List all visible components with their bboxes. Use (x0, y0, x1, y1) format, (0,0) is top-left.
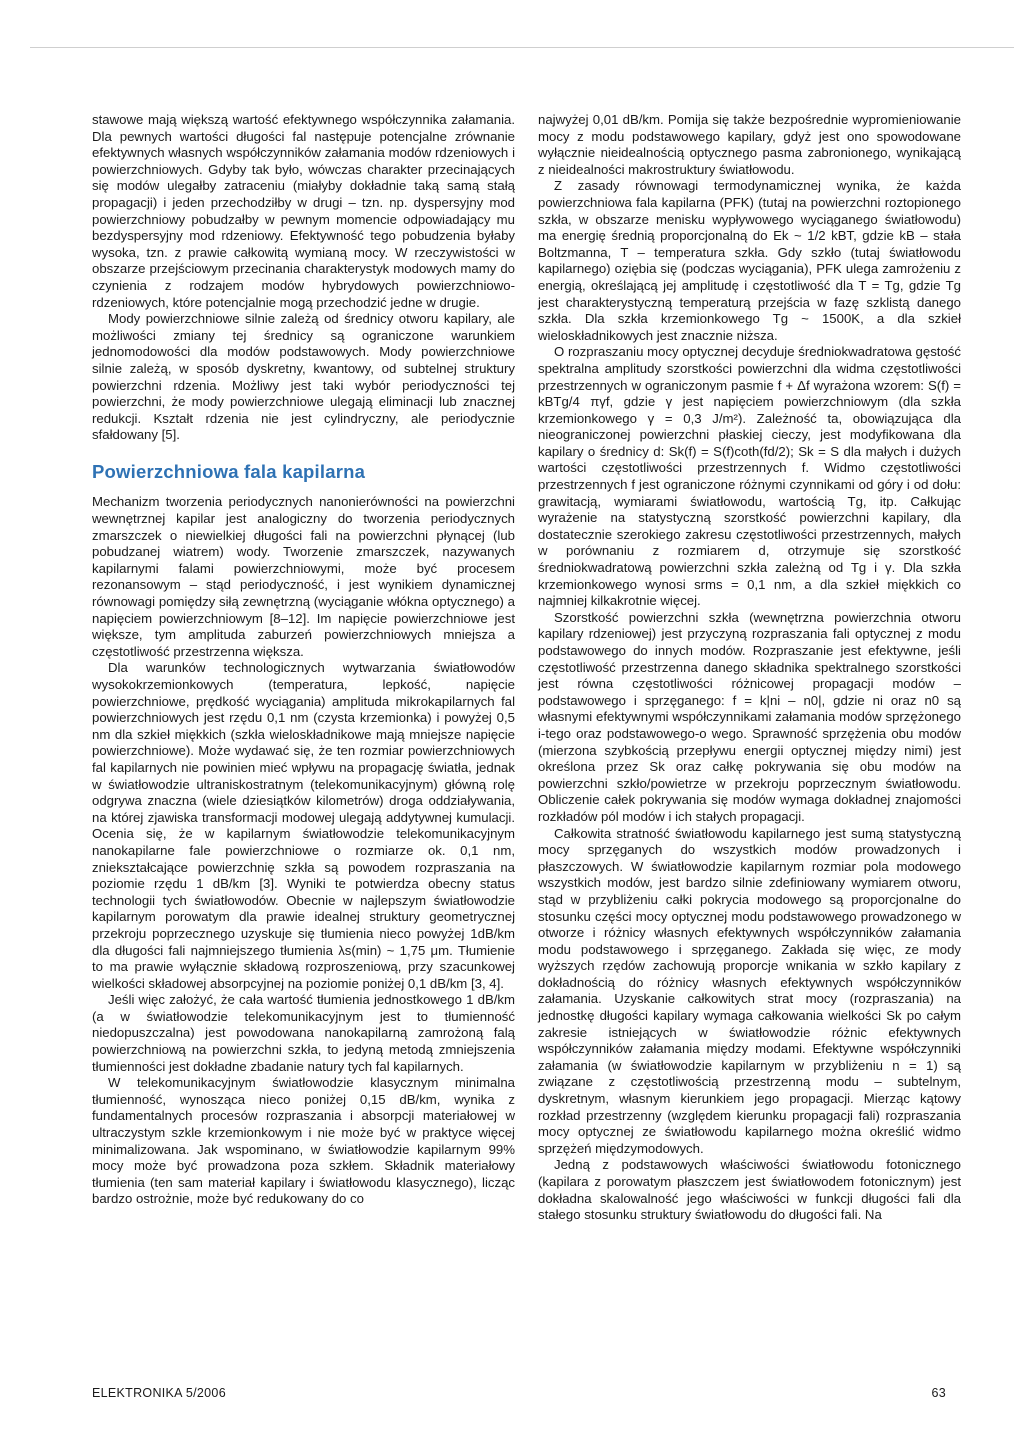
section-heading: Powierzchniowa fala kapilarna (92, 460, 366, 482)
left-paragraph-2: Mody powierzchniowe silnie zależą od średnicy otworu kapilary, ale możliwości zmiany tej średnicy są ograniczone warunkiem jednomodowości dla modów podstawowych. Mody powierzchniowe silnie zależą, w sposób dyskretny, kwantowy, od subtelnej struktury powierzchni rdzenia. Możliwy jest taki wybór periodyczności tej powierzchni, że mody powierzchniowe ulegają eliminacji lub znacznej redukcji. Kształt rdzenia nie jest cylindryczny, ale periodycznie sfałdowany [5]. (92, 311, 515, 443)
footer-page-number: 63 (931, 1386, 946, 1400)
footer-journal: ELEKTRONIKA 5/2006 (92, 1386, 226, 1400)
left-paragraph-4: Dla warunków technologicznych wytwarzania światłowodów wysokokrzemionkowych (temperatura, lepkość, napięcie powierzchniowe, prędkość wyciągania) amplituda mikrokapilarnych fal powierzchniowych jest rzędu 0,1 nm (czysta krzemionka) i powyżej 0,5 nm dla szkieł miękkich (szkła wieloskładnikowe mają mniejsze napięcie powierzchniowe). Może wydawać się, że ten rozmiar powierzchniowych fal kapilarnych nie powinien mieć wpływu na propagację światła, jednak w światłowodzie ultraniskostratnym (telekomunikacyjnym) główną rolę odgrywa znaczna (wiele dziesiątków kilometrów) droga oddziaływania, na której zjawiska transformacji modowej ulegają addytywnej kumulacji. Ocenia się, że w kapilarnym światłowodzie telekomunikacyjnym nanokapilarne fale powierzchniowe o rozmiarze ok. 0,1 nm, zniekształcające powierzchnię szkła są powodem rozpraszania na poziomie rzędu 1 dB/km [3]. Wyniki te potwierdza obecny status technologii tych światłowodów. Obecnie w najlepszym światłowodzie kapilarnym porowatym dla prawie idealnej struktury geometrycznej przekroju poprzecznego uzyskuje się tłumienia nieco powyżej 1dB/km dla długości fali najmniejszego tłumienia λs(min) ~ 1,75 μm. Tłumienie to ma prawie wyłącznie składową rozproszeniową, przy szacunkowej wielkości składowej absorpcyjnej na poziomie poniżej 0,1 dB/km [3, 4]. (92, 660, 515, 991)
right-paragraph-6: Jedną z podstawowych właściwości światłowodu fotonicznego (kapilara z porowatym płaszczem jest światłowodem fotonicznym) jest dokładna skalowalność jego właściwości w funkcji długości fali dla stałego stosunku struktury światłowodu do długości fali. Na (538, 1157, 961, 1223)
right-column (538, 112, 961, 1224)
right-paragraph-4: Szorstkość powierzchni szkła (wewnętrzna powierzchnia otworu kapilary rdzeniowej) jest przyczyną rozpraszania fali optycznej z modu podstawowego do innych modów. Rozpraszanie jest efektywne, jeśli częstotliwość przestrzenna danego składnika spektralnego szorstkości jest równa częstotliwości różnicowej propagacji modów – podstawowego i sprzęganego: f = k|ni – n0|, gdzie ni oraz n0 są własnymi efektywnymi współczynnikami załamania modów sprzężonego i-tego oraz podstawowego-o wego. Sprawność sprzężenia obu modów (mierzona szybkością przepływu energii optycznej między nimi) jest określona przez Sk oraz całkę pokrywania się obu modów na powierzchni szkło/powietrze w przekroju poprzecznym światłowodu. Obliczenie całek pokrywania się modów wymaga dokładnej znajomości rozkładów pól modów i ich stałych propagacji. (538, 609, 961, 824)
left-column (92, 112, 515, 1208)
right-paragraph-1: najwyżej 0,01 dB/km. Pomija się także bezpośrednie wypromieniowanie mocy z modu podstawowego kapilary, gdyż jest ono spowodowane wyłącznie nieidealnością optycznego pasma zabronionego, wynikającą z nieidealności makrostruktury światłowodu. (538, 112, 961, 177)
left-paragraph-1: stawowe mają większą wartość efektywnego współczynnika załamania. Dla pewnych wartości długości fal następuje potencjalne zrównanie efektywnych własnych współczynników załamania modów rdzeniowych i powierzchniowych. Gdyby tak było, wówczas charakter przecinających się modów ulegałby zatraceniu (miałyby dokładnie taką samą stałą propagacji) i jeden przechodziłby w drugi – tzn. np. dyspersyjny mod powierzchniowy pobudzałby w pewnym momencie odpowiadający mu bezdyspersyjny mod rdzeniowy. Efektywność tego pobudzenia byłaby wysoka, tzn. z prawie całkowitą wymianą mocy. W rzeczywistości w obszarze przejściowym przecinania charakterystyk modowych mamy do czynienia z rodzajem modów hybrydowych powierzchniowo-rdzeniowych, które potencjalnie mogą przechodzić jedne w drugie. (92, 112, 515, 310)
left-paragraph-5: Jeśli więc założyć, że cała wartość tłumienia jednostkowego 1 dB/km (a w światłowodzie telekomunikacyjnym jest to tłumienność niedopuszczalna) jest powodowana nanokapilarną zamrożoną falą powierzchniową na powierzchni szkła, to jedyną metodą zmniejszenia tłumienności jest dokładne zbadanie natury tych fal kapilarnych. (92, 992, 515, 1074)
left-paragraph-6: W telekomunikacyjnym światłowodzie klasycznym minimalna tłumienność, wynosząca nieco poniżej 0,15 dB/km, wynika z fundamentalnych procesów rozpraszania i absorpcji materiałowej w ultraczystym szkle krzemionkowym i nie może być w praktyce więcej minimalizowana. Jak wspominano, w światłowodzie kapilarnym 99% mocy może być prowadzona poza szkłem. Składnik materiałowy tłumienia (ten sam materiał kapilary i światłowodu klasycznego), licząc bardzo ostrożnie, może być redukowany do co (92, 1075, 515, 1207)
right-paragraph-2: Z zasady równowagi termodynamicznej wynika, że każda powierzchniowa fala kapilarna (PFK) (tutaj na powierzchni roztopionego szkła, w obszarze menisku wypływowego wyciąganego światłowodu) ma energię średnią proporcjonalną do Ek ~ 1/2 kBT, gdzie kB – stała Boltzmanna, T – temperatura szkła. Gdy szkło (tutaj światłowodu kapilarnego) oziębia się (podczas wyciągania), PFK ulega zamrożeniu z energią, określającą jej amplitudę i częstotliwość dla T = Tg, gdzie Tg jest charakterystyczną temperaturą przejścia w fazę szklistą danego szkła. Dla szkła krzemionkowego Tg ~ 1500K, a dla szkieł wieloskładnikowych jest znacznie niższa. (538, 178, 961, 343)
left-paragraph-3: Mechanizm tworzenia periodycznych nanonierówności na powierzchni wewnętrznej kapilar jest analogiczny do tworzenia periodycznych zmarszczek o niewielkiej długości fali na powierzchni płynącej (lub pobudzanej wiatrem) wody. Tworzenie zmarszczek, nazywanych kapilarnymi falami powierzchniowymi, może być procesem rezonansowym – stąd periodyczność, i jest wynikiem dynamicznej równowagi pomiędzy siłą zewnętrzną (wyciąganie włókna optycznego) a napięciem powierzchniowym [8–12]. Im napięcie powierzchniowe jest większe, tym amplituda zaburzeń powierzchniowych mniejsza a częstotliwość przestrzenna większa. (92, 494, 515, 659)
top-rule (30, 47, 1014, 48)
right-paragraph-3: O rozpraszaniu mocy optycznej decyduje średniokwadratowa gęstość spektralna amplitudy szorstkości powierzchni dla widma częstotliwości przestrzennych w ograniczonym pasmie f + Δf wyrażona wzorem: S(f) = kBTg/4 πγf, gdzie γ jest napięciem powierzchniowym (dla szkła krzemionkowego γ = 0,3 J/m²). Zależność ta, obowiązująca dla nieograniczonej powierzchni płaskiej cieczy, jest modyfikowana dla kapilary o średnicy d: Sk(f) = S(f)coth(fd/2); Sk = S dla małych i dużych wartości częstotliwości przestrzennych f. Widmo częstotliwości przestrzennych f jest ograniczone różnymi czynnikami od góry i od dołu: grawitacją, wymiarami światłowodu, wartością Tg, itp. Całkując wyrażenie na statystyczną szorstkość powierzchni kapilary, dla dostatecznie szerokiego zakresu częstotliwości przestrzennych, małych w porównaniu z rozmiarem d, otrzymuje się szorstkość średniokwadratową powierzchni szkła zależną od Tg i γ. Dla szkła krzemionkowego wynosi srms = 0,1 nm, a dla szkieł miękkich co najmniej kilkakrotnie więcej. (538, 344, 961, 609)
right-paragraph-5: Całkowita stratność światłowodu kapilarnego jest sumą statystyczną mocy sprzęganych do wszystkich modów prowadzonych i płaszczowych. W światłowodzie kapilarnym rozmiar pola modowego wszystkich modów, jest bardzo silnie zdefiniowany wymiarem otworu, stąd w przybliżeniu całki pokrycia modowego są proporcjonalne do stosunku części mocy optycznej modu podstawowego prowadzonego w otworze i różnicy własnych efektywnych współczynników załamania modu podstawowego i sprzęganego. Zakłada się więc, ze mody wyższych rzędów zachowują proporcje wnikania w szkło kapilary z dokładnością do różnicy własnych efektywnych współczynników załamania. Uzyskanie całkowitych strat mocy (rozpraszania) na jednostkę długości kapilary wymaga całkowania wielkości Sk po całym zakresie istniejących w światłowodzie różnic efektywnych współczynników załamania między modami. Efektywne współczynniki załamania (w światłowodzie kapilarnym w przybliżeniu n = 1) są związane z częstotliwością przestrzenną modu – subtelnym, dyskretnym, własnym kierunkiem jego propagacji. Mierząc kątowy rozkład przestrzenny (względem kierunku propagacji fali) rozpraszania mocy optycznej ze światłowodu kapilarnego można określić widmo sprzężeń międzymodowych. (538, 825, 961, 1156)
